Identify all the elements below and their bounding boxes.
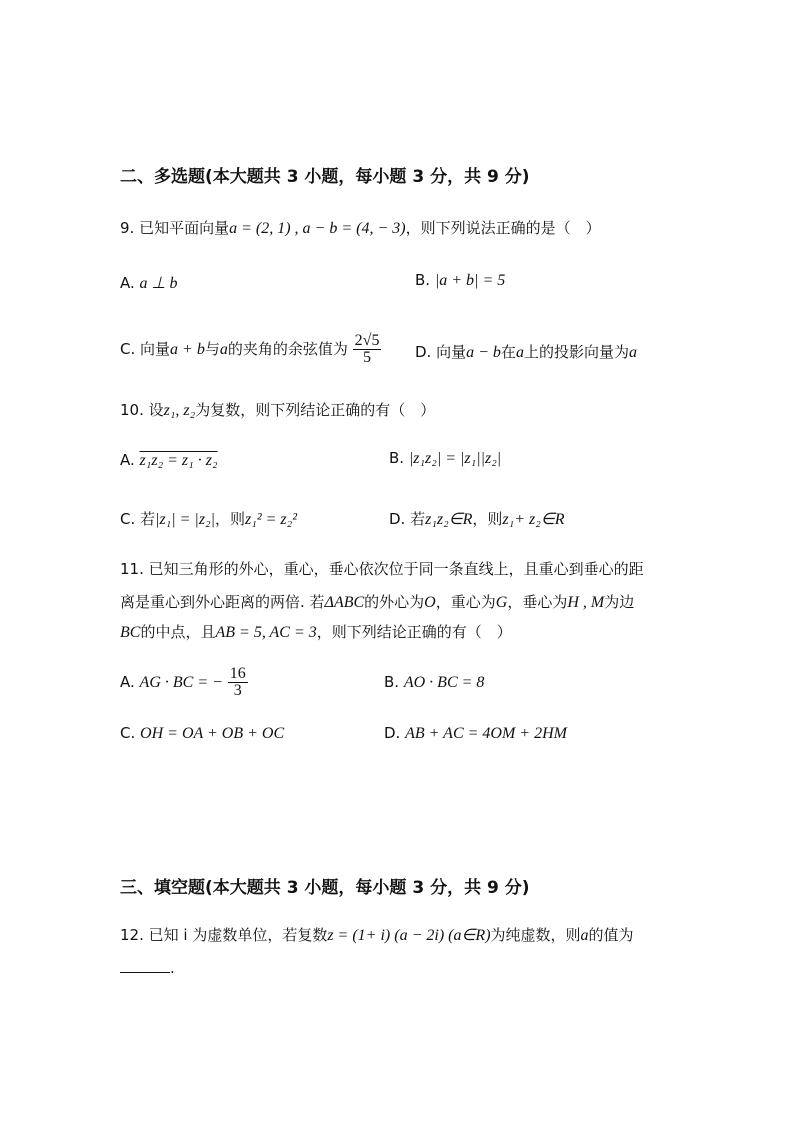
question-11-line-2	[120, 588, 634, 617]
option-label: B.	[415, 271, 431, 289]
section-title-multiple-choice: 二、多选题(本大题共 3 小题，每小题 3 分，共 9 分)	[120, 167, 530, 187]
option-math: AB + AC = 4OM + 2HM	[405, 725, 567, 742]
fraction-numerator: 16	[229, 665, 246, 682]
q11-text: ，则下列结论正确的有（ ）	[316, 623, 512, 641]
option-label: B.	[384, 673, 400, 691]
option-math: z₁² = z₂²	[245, 511, 297, 528]
option-label: A.	[120, 451, 135, 469]
option-math: z₁z₂∈R	[425, 511, 473, 528]
option-math: AG · BC = −	[139, 674, 223, 691]
q12-text: 12. 已知 i 为虚数单位，若复数	[120, 926, 328, 944]
question-11-line-3	[120, 618, 512, 647]
q10-stem-end: 为复数，则下列结论正确的有（ ）	[195, 401, 436, 419]
option-label: D.	[384, 724, 401, 742]
option-math: OH = OA + OB + OC	[140, 725, 285, 742]
q12-math: a	[580, 927, 589, 944]
q9-stem-end: ，则下列说法正确的是（ ）	[405, 219, 601, 237]
option-text: 在	[500, 343, 516, 361]
fraction-numerator: 2√5	[354, 332, 380, 349]
q10-option-d[interactable]	[389, 508, 565, 529]
q9-option-c[interactable]	[120, 333, 381, 366]
q9-stem-math: a = (2, 1) , a − b = (4, − 3)	[229, 220, 406, 237]
option-math: a − b	[466, 344, 501, 361]
q12-text: 的值为	[588, 926, 634, 944]
fraction	[353, 333, 382, 366]
fraction	[228, 666, 248, 699]
q11-option-c[interactable]	[120, 724, 284, 743]
q12-answer-line	[120, 954, 175, 983]
q9-stem-start: 9. 已知平面向量	[120, 219, 230, 237]
option-math: a	[515, 344, 524, 361]
q9-option-d[interactable]	[415, 341, 637, 362]
option-label: A.	[120, 274, 135, 292]
q11-text: 离是重心到外心距离的两倍. 若	[120, 593, 325, 611]
option-math: a	[628, 344, 637, 361]
q11-math: G	[495, 594, 508, 611]
q10-option-a[interactable]	[120, 451, 218, 470]
q11-math: ΔABC	[324, 594, 365, 611]
option-math: AO · BC = 8	[403, 674, 485, 691]
q10-option-b[interactable]	[389, 449, 501, 468]
option-math: |z₁z₂| = |z₁||z₂|	[408, 450, 502, 467]
question-12-stem	[120, 921, 634, 950]
answer-blank[interactable]	[120, 958, 170, 973]
option-text: ，则	[472, 510, 503, 528]
option-text: 的夹角的余弦值为	[227, 340, 348, 358]
q12-math: z = (1+ i) (a − 2i) (a∈R)	[327, 927, 491, 944]
option-text: ，则	[215, 510, 246, 528]
option-math: |a + b| = 5	[434, 272, 506, 289]
option-math: z₁+ z₂∈R	[502, 511, 565, 528]
q9-option-a[interactable]	[120, 273, 177, 293]
option-text: 若	[410, 510, 426, 528]
q9-option-b[interactable]	[415, 271, 505, 290]
option-label: D.	[415, 343, 432, 361]
q11-math: O	[424, 594, 436, 611]
option-label: D.	[389, 510, 406, 528]
option-text: 若	[140, 510, 156, 528]
q11-option-d[interactable]	[384, 724, 567, 743]
q12-end-period: .	[170, 959, 175, 977]
q11-text: 为边	[604, 593, 635, 611]
q11-option-a[interactable]	[120, 666, 248, 699]
option-label: C.	[120, 724, 136, 742]
q11-text: ，重心为	[435, 593, 496, 611]
question-11-line-1: 11. 已知三角形的外心，重心，垂心依次位于同一条直线上，且重心到垂心的距	[120, 560, 644, 578]
option-label: A.	[120, 673, 135, 691]
option-text: 与	[204, 340, 220, 358]
q10-option-c[interactable]	[120, 508, 297, 529]
option-math: |z₁| = |z₂|	[155, 511, 216, 528]
question-10-stem	[120, 396, 435, 425]
option-math: z₁z₂ = z₁ · z₂	[139, 452, 218, 469]
q12-text: 为纯虚数，则	[490, 926, 581, 944]
section-title-fill-in: 三、填空题(本大题共 3 小题，每小题 3 分，共 9 分)	[120, 878, 530, 898]
option-math: a ⊥ b	[139, 275, 178, 292]
q11-math: H , M	[567, 594, 605, 611]
q11-math: AB = 5, AC = 3	[215, 624, 317, 641]
q11-text: 的外心为	[364, 593, 425, 611]
fraction-denominator: 5	[363, 349, 372, 366]
option-math: a	[219, 341, 228, 358]
option-text: 上的投影向量为	[523, 343, 629, 361]
fraction-denominator: 3	[233, 682, 242, 699]
q11-math: BC	[120, 624, 141, 641]
option-text: 向量	[140, 340, 171, 358]
option-label: C.	[120, 340, 136, 358]
q10-stem-start: 10. 设	[120, 401, 164, 419]
q11-text: ，垂心为	[507, 593, 568, 611]
q10-stem-math: z₁, z₂	[163, 402, 196, 419]
question-9-stem	[120, 214, 601, 243]
option-math: a + b	[170, 341, 205, 358]
option-label: B.	[389, 449, 405, 467]
option-text: 向量	[436, 343, 467, 361]
option-label: C.	[120, 510, 136, 528]
q11-text: 的中点，且	[140, 623, 216, 641]
q11-option-b[interactable]	[384, 673, 484, 692]
